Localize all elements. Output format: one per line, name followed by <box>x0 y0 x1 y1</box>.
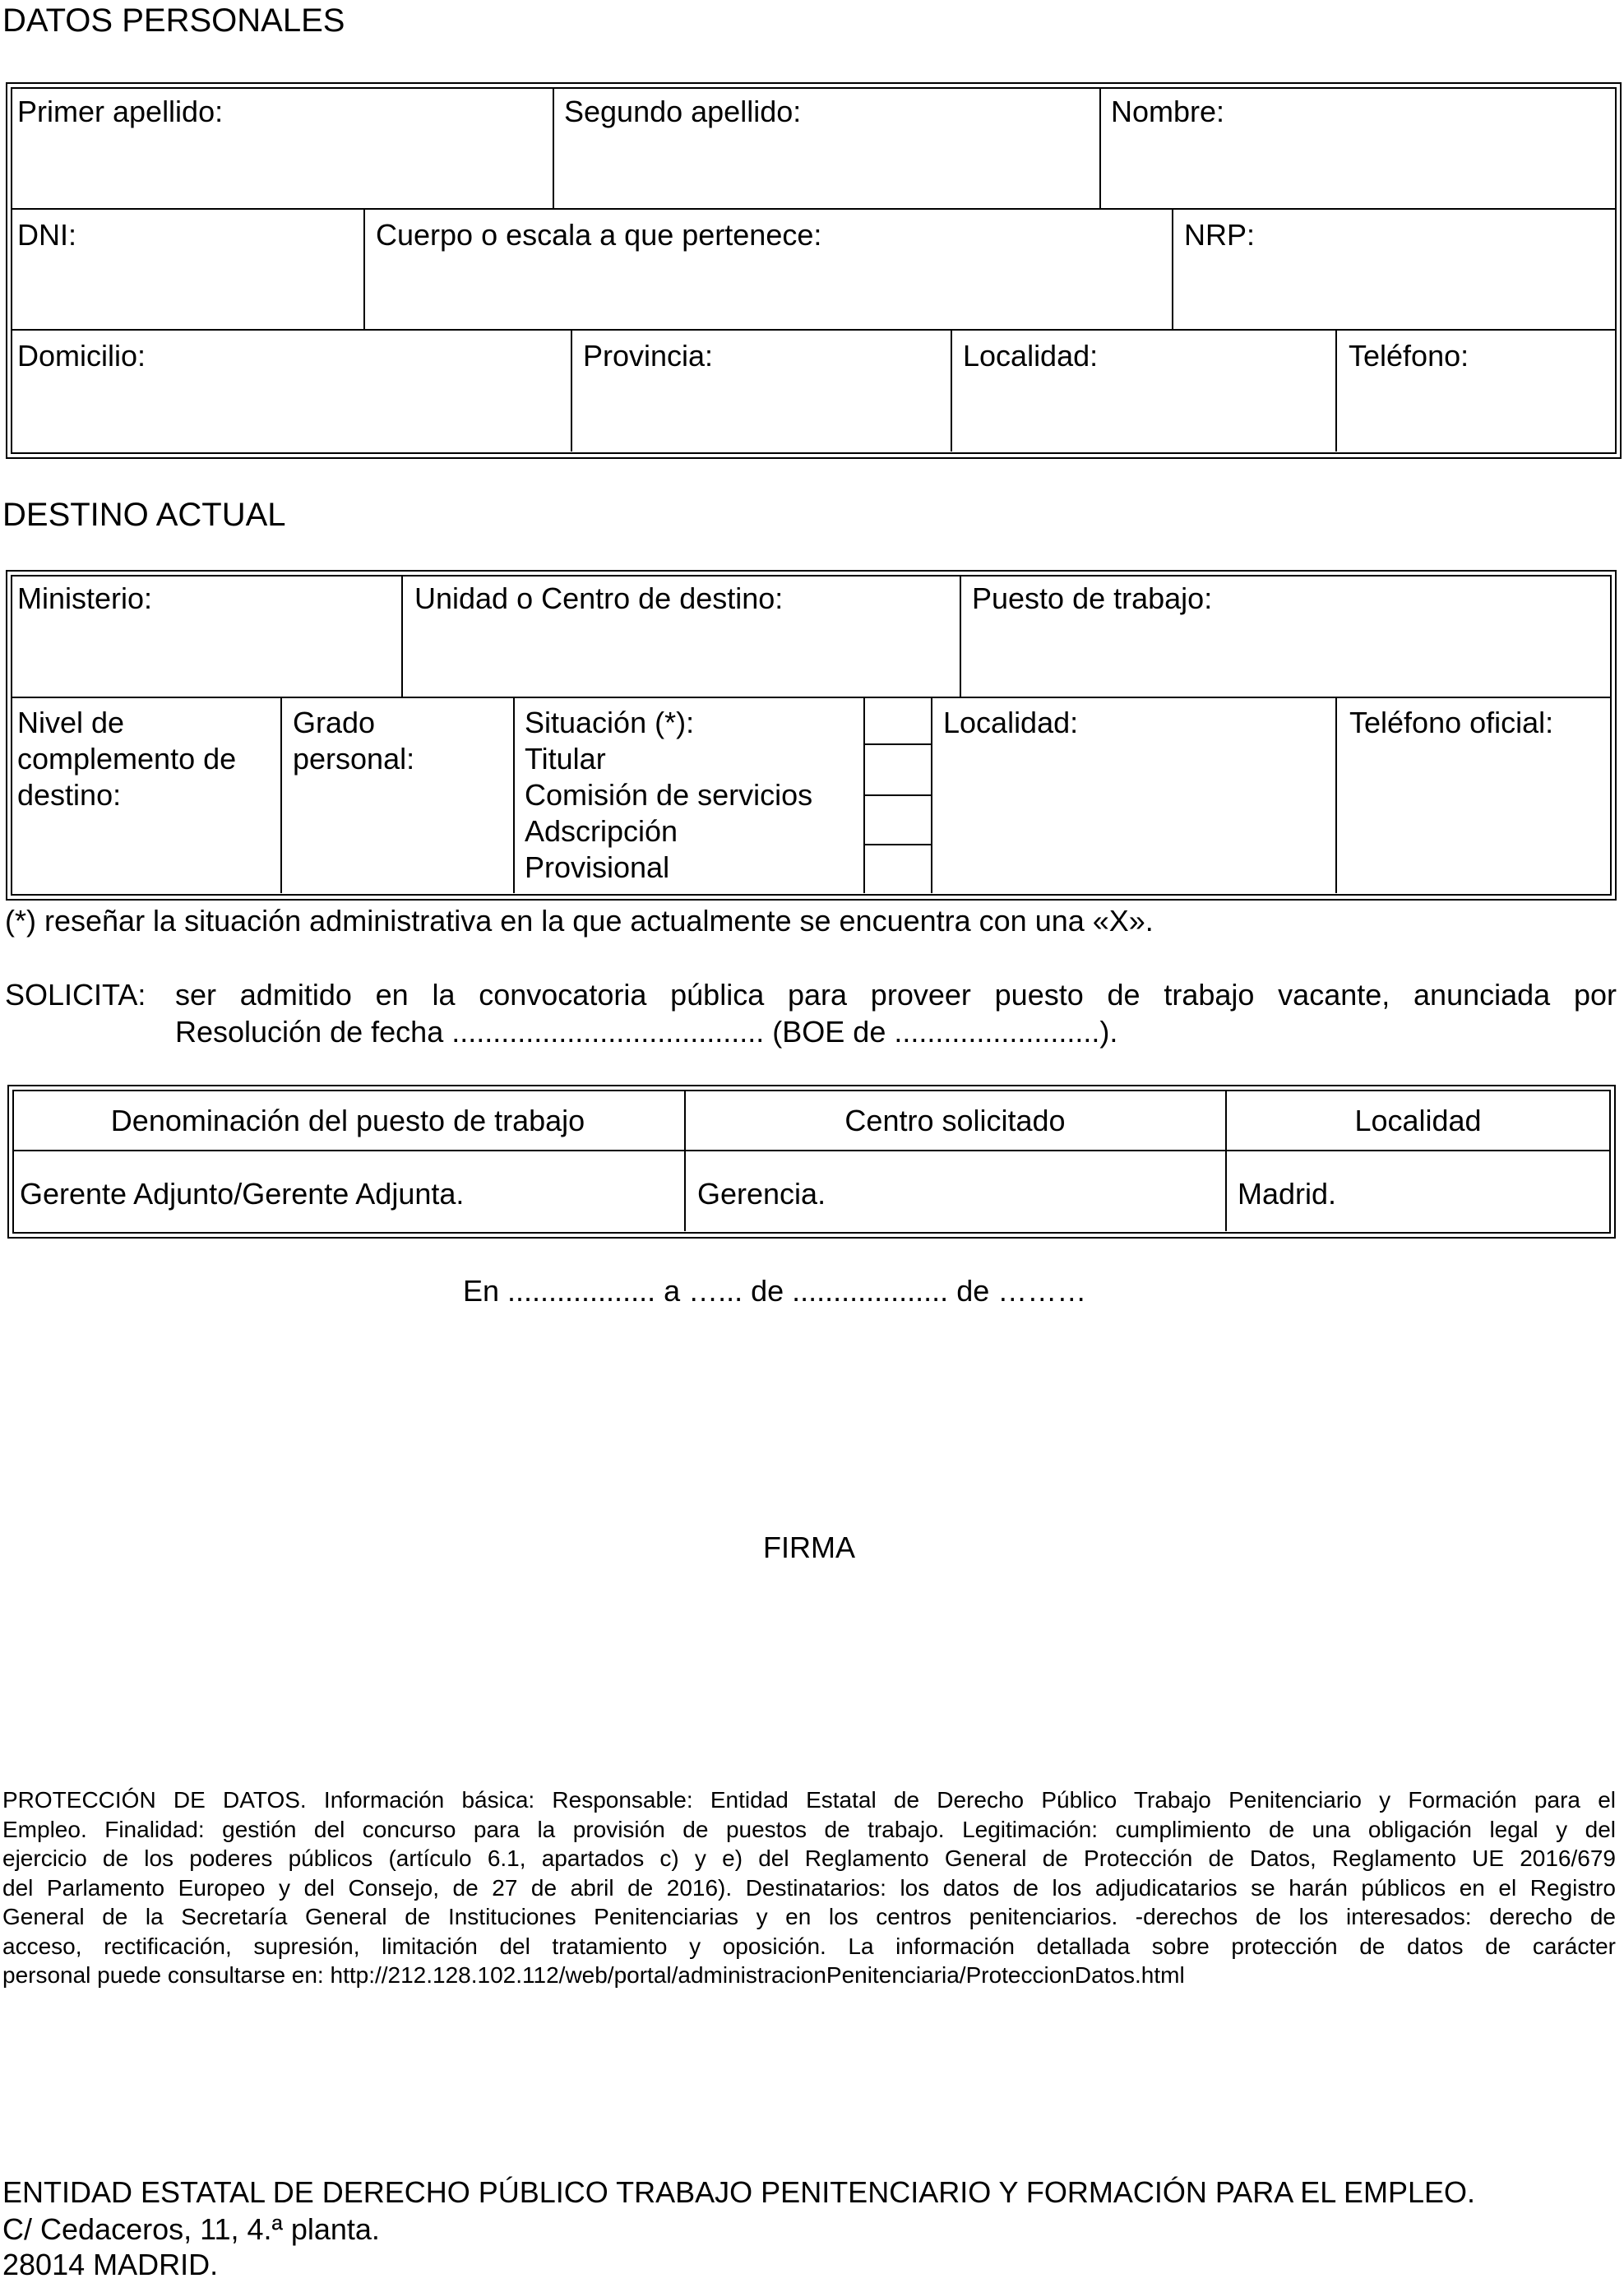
firma-label: FIRMA <box>763 1530 855 1564</box>
checkbox-provisional[interactable] <box>865 845 931 893</box>
table-header-localidad: Localidad <box>1354 1104 1482 1137</box>
field-nivel[interactable]: Nivel de complemento de destino: <box>17 706 237 812</box>
legal-notice: PROTECCIÓN DE DATOS. Información básica: Responsable: Entidad Estatal de Derecho Público Trabajo Penitenciario y Formación para el Empleo. Finalidad: gestión del concurso para la provisión de puestos de trabajo. Legitimación: cumplimiento de una obligación legal y del ejercicio de los poderes públicos (artículo 6.1, apartados c) y e) del Reglamento General de Protección de Datos, Reglamento UE 2016/679 del Parlamento Europeo y del Consejo, de 27 de abril de 2016). Destinatarios: los datos de los adjudicatarios se harán públicos en el Registro General de la Secretaría General de Instituciones Penitenciarias y en los centros penitenciarios. -derechos de los interesados: derecho de acceso, rectificación, supresión, limitación del tratamiento y oposición. La información detallada sobre protección de datos de carácter personal puede consultarse en: http://212.128.102.112/web/portal/administracionPenitenciaria/ProteccionDatos.html <box>2 1787 1616 1988</box>
field-primer-apellido[interactable]: Primer apellido: <box>17 95 224 128</box>
field-unidad[interactable]: Unidad o Centro de destino: <box>414 581 784 615</box>
field-nrp[interactable]: NRP: <box>1184 218 1256 252</box>
checkbox-comision[interactable] <box>864 794 931 796</box>
field-grado[interactable]: Grado personal: <box>293 706 415 776</box>
solicita-label: SOLICITA: <box>5 978 146 1012</box>
field-ministerio[interactable]: Ministerio: <box>17 581 153 615</box>
solicita-text-line1: ser admitido en la convocatoria pública para proveer puesto de trabajo vacante, anunciada por <box>175 978 1617 1012</box>
personal-data-box <box>6 82 1622 459</box>
situacion-option-titular: Titular <box>525 742 606 776</box>
table-cell-localidad: Madrid. <box>1238 1177 1337 1211</box>
footer-entity: ENTIDAD ESTATAL DE DERECHO PÚBLICO TRABAJO PENITENCIARIO Y FORMACIÓN PARA EL EMPLEO. <box>2 2175 1476 2209</box>
fecha-line: En .................. a …... de ................... de ……… <box>463 1274 1087 1308</box>
situacion-note: (*) reseñar la situación administrativa en la que actualmente se encuentra con una «X». <box>5 904 1154 938</box>
field-domicilio[interactable]: Domicilio: <box>17 339 146 373</box>
footer-address: C/ Cedaceros, 11, 4.ª planta. <box>2 2212 380 2246</box>
table-cell-centro: Gerencia. <box>697 1177 826 1211</box>
field-dni[interactable]: DNI: <box>17 218 76 252</box>
field-destino-localidad[interactable]: Localidad: <box>943 706 1079 739</box>
situacion-option-comision: Comisión de servicios <box>525 778 813 812</box>
destino-heading: DESTINO ACTUAL <box>2 497 286 533</box>
situacion-group <box>525 705 812 886</box>
solicita-text-line2: Resolución de fecha ...................................... (BOE de .........................). <box>175 1015 1118 1049</box>
footer-city: 28014 MADRID. <box>2 2248 219 2281</box>
field-nombre[interactable]: Nombre: <box>1111 95 1225 128</box>
field-provincia[interactable]: Provincia: <box>583 339 714 373</box>
field-segundo-apellido[interactable]: Segundo apellido: <box>564 95 802 128</box>
field-telefono[interactable]: Teléfono: <box>1349 339 1469 373</box>
situacion-option-adscripcion: Adscripción <box>525 814 678 848</box>
table-header-centro: Centro solicitado <box>844 1104 1066 1137</box>
table-cell-denominacion: Gerente Adjunto/Gerente Adjunta. <box>20 1177 465 1211</box>
field-puesto[interactable]: Puesto de trabajo: <box>972 581 1213 615</box>
situacion-option-provisional: Provisional <box>525 850 670 884</box>
checkbox-titular[interactable] <box>864 743 931 745</box>
field-telefono-oficial[interactable]: Teléfono oficial: <box>1349 706 1554 739</box>
personal-heading: DATOS PERSONALES <box>2 2 345 39</box>
field-cuerpo[interactable]: Cuerpo o escala a que pertenece: <box>376 218 822 252</box>
situacion-title: Situación (*): <box>525 706 695 739</box>
table-header-denominacion: Denominación del puesto de trabajo <box>110 1104 585 1137</box>
field-localidad[interactable]: Localidad: <box>963 339 1099 373</box>
